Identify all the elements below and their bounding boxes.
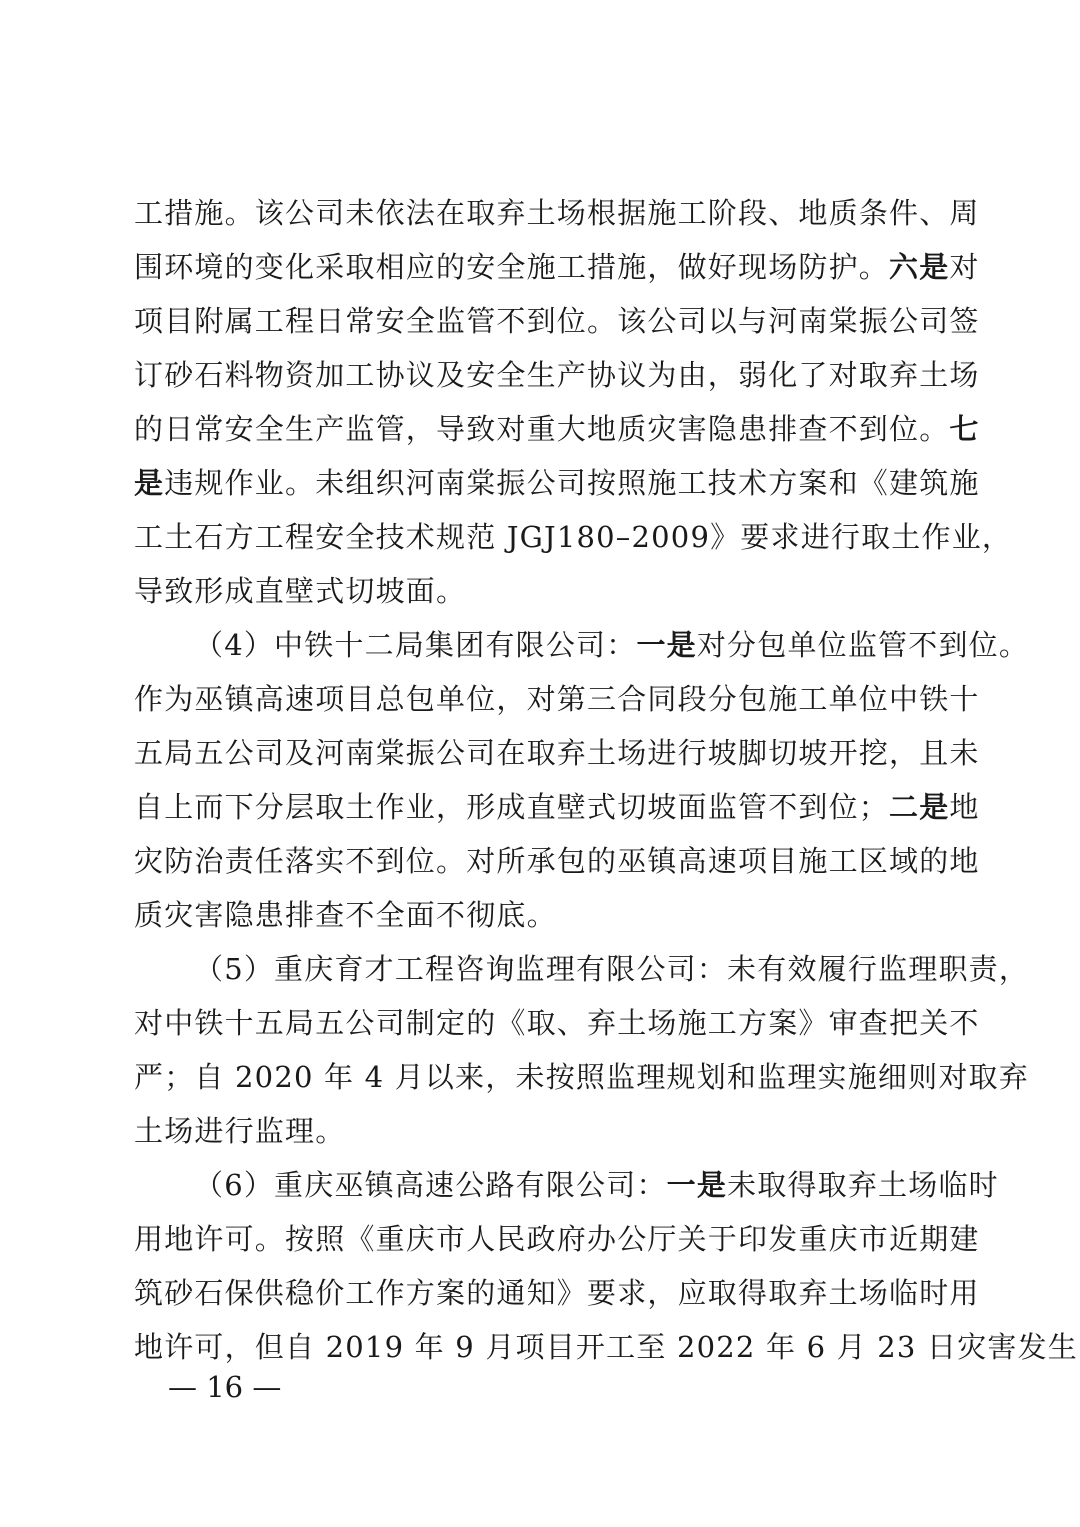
text-line: 灾防治责任落实不到位。对所承包的巫镇高速项目施工区域的地 [134,844,980,878]
text-line: 项目附属工程日常安全监管不到位。该公司以与河南棠振公司签 [134,304,980,338]
text-line: 用地许可。按照《重庆市人民政府办公厅关于印发重庆市近期建 [134,1222,980,1256]
text-line: 订砂石料物资加工协议及安全生产协议为由，弱化了对取弃土场 [134,358,980,392]
paragraph-first-line: （6）重庆巫镇高速公路有限公司：一是未取得取弃土场临时 [194,1168,999,1202]
emphasis-text: 二是 [889,790,950,824]
document-body [134,186,1078,1374]
text-line: 质灾害隐患排查不全面不彻底。 [134,898,557,932]
text-line: 严；自 2020 年 4 月以来，未按照监理规划和监理实施细则对取弃 [134,1060,1029,1094]
text-line: 的日常安全生产监管，导致对重大地质灾害隐患排查不到位。七 [134,412,980,446]
text-line: 是违规作业。未组织河南棠振公司按照施工技术方案和《建筑施 [134,466,980,500]
emphasis-text: 一是 [666,1168,728,1202]
text-line: 对中铁十五局五公司制定的《取、弃土场施工方案》审查把关不 [134,1006,980,1040]
text-line: 作为巫镇高速项目总包单位，对第三合同段分包施工单位中铁十 [134,682,980,716]
text-line: 导致形成直壁式切坡面。 [134,574,467,608]
page-number: — 16 — [168,1370,282,1404]
emphasis-text: 是 [134,466,165,500]
text-line: 工措施。该公司未依法在取弃土场根据施工阶段、地质条件、周 [134,196,980,230]
text-line: 地许可，但自 2019 年 9 月项目开工至 2022 年 6 月 23 日灾害发生 [134,1330,1078,1364]
emphasis-text: 六是 [889,250,950,284]
emphasis-text: 一是 [636,628,697,662]
paragraph-first-line: （5）重庆育才工程咨询监理有限公司：未有效履行监理职责， [194,952,1030,986]
emphasis-text: 七 [949,412,980,446]
text-line: 自上而下分层取土作业，形成直壁式切坡面监管不到位；二是地 [134,790,980,824]
text-line: 围环境的变化采取相应的安全施工措施，做好现场防护。六是对 [134,250,980,284]
text-line: 筑砂石保供稳价工作方案的通知》要求，应取得取弃土场临时用 [134,1276,980,1310]
text-line: 土场进行监理。 [134,1114,346,1148]
text-line: 工土石方工程安全技术规范 JGJ180–2009》要求进行取土作业， [134,520,1013,554]
paragraph-first-line: （4）中铁十二局集团有限公司：一是对分包单位监管不到位。 [194,628,1030,662]
text-line: 五局五公司及河南棠振公司在取弃土场进行坡脚切坡开挖，且未 [134,736,980,770]
